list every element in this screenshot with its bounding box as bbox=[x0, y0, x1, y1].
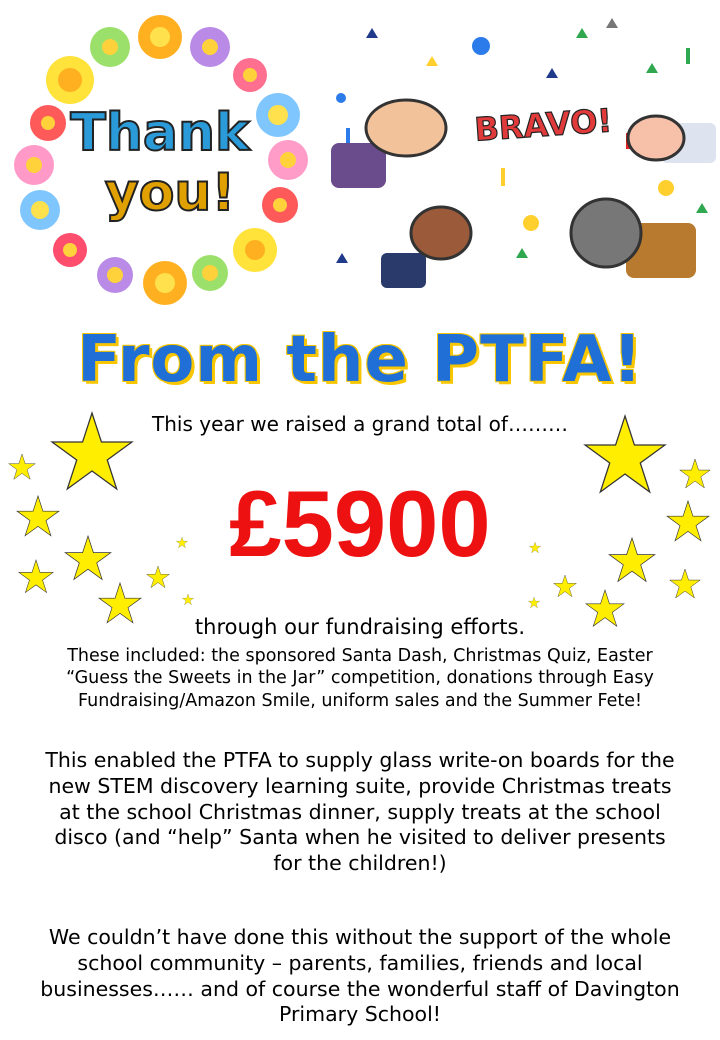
events-line: “Guess the Sweets in the Jar” competition, donations through Easy bbox=[66, 668, 654, 689]
outcomes-paragraph bbox=[6, 748, 714, 877]
intro-text: This year we raised a grand total of……… bbox=[152, 412, 568, 436]
events-paragraph bbox=[6, 645, 714, 712]
page-title: From the PTFA! bbox=[77, 323, 643, 397]
outcomes-line: for the children!) bbox=[273, 851, 447, 876]
events-line: These included: the sponsored Santa Dash, Christmas Quiz, Easter bbox=[67, 646, 653, 666]
outcomes-line: disco (and “help” Santa when he visited to deliver presents bbox=[54, 825, 666, 850]
star-icon bbox=[528, 597, 539, 608]
you-text: you! bbox=[104, 163, 236, 223]
thanks-line: school community – parents, families, friends and local bbox=[77, 950, 643, 975]
star-icon bbox=[182, 594, 193, 605]
thanks-paragraph bbox=[6, 925, 714, 1028]
outcomes-line: at the school Christmas dinner, supply treats at the school bbox=[59, 799, 661, 824]
outcomes-line: new STEM discovery learning suite, provide Christmas treats bbox=[48, 773, 672, 798]
bravo-clapping-hands-art bbox=[326, 18, 720, 293]
fundraising-efforts-text: through our fundraising efforts. bbox=[194, 615, 526, 639]
bravo-text: BRAVO! bbox=[473, 101, 614, 149]
thank-text: Thank bbox=[70, 103, 250, 163]
thank-you-flower-wreath bbox=[10, 5, 310, 310]
thanks-line: We couldn’t have done this without the support of the whole bbox=[48, 925, 672, 949]
outcomes-line: This enabled the PTFA to supply glass write-on boards for the bbox=[45, 748, 675, 772]
thanks-line: businesses…… and of course the wonderful staff of Davington bbox=[40, 976, 680, 1001]
thanks-line: Primary School! bbox=[278, 1002, 441, 1027]
star-icon bbox=[554, 575, 577, 597]
total-amount: £5900 bbox=[229, 471, 491, 576]
events-line: Fundraising/Amazon Smile, uniform sales and the Summer Fete! bbox=[78, 690, 642, 711]
